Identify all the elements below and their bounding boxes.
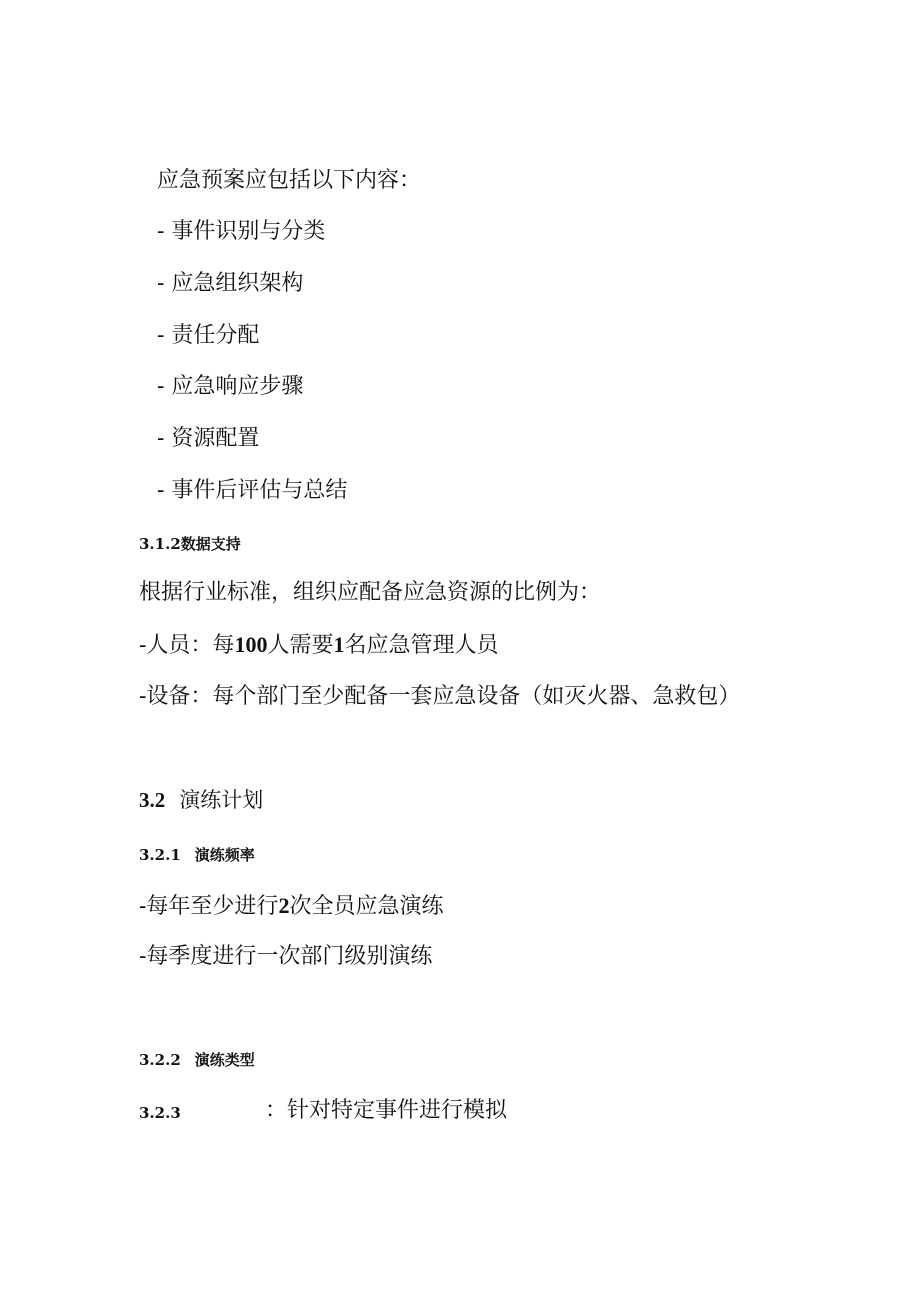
- list-item: - 事件识别与分类: [157, 219, 326, 244]
- section-heading-3-2-2: [139, 1053, 255, 1068]
- section-heading-3-2: [139, 790, 263, 811]
- staff-number-100: 100: [234, 632, 268, 657]
- list-item: - 资源配置: [157, 426, 260, 451]
- section-heading-3-1-2: 3.1.2数据支持: [139, 535, 241, 553]
- freq-text-b: 次全员应急演练: [289, 894, 444, 919]
- list-item: - 应急组织架构: [157, 271, 304, 296]
- section-number: 3.2.1: [139, 846, 181, 864]
- section-title: 演练频率: [194, 846, 255, 864]
- staff-line: [139, 634, 498, 657]
- frequency-line-2: -每季度进行一次部门级别演练: [139, 944, 433, 969]
- list-item: - 事件后评估与总结: [157, 478, 348, 503]
- section-number: 3.2.2: [139, 1051, 181, 1069]
- section-heading-3-2-1: [139, 848, 255, 863]
- staff-text-b: 人需要: [267, 633, 334, 658]
- section-number-3-2-3: 3.2.3: [139, 1104, 181, 1122]
- staff-text-a: -人员：每: [139, 633, 235, 658]
- frequency-line-1: [139, 895, 443, 918]
- freq-number: 2: [278, 893, 290, 918]
- paragraph-ratio: 根据行业标准，组织应配备应急资源的比例为：: [139, 580, 602, 605]
- intro-text: 应急预案应包括以下内容：: [157, 168, 422, 193]
- section-3-2-3-text: ：针对特定事件进行模拟: [265, 1098, 508, 1123]
- section-title: 演练类型: [194, 1051, 255, 1069]
- section-number: 3.2: [139, 788, 166, 812]
- staff-text-c: 名应急管理人员: [344, 633, 499, 658]
- list-item: - 责任分配: [157, 323, 260, 348]
- list-item: - 应急响应步骤: [157, 374, 304, 399]
- section-title: 演练计划: [179, 788, 264, 812]
- equipment-line: -设备：每个部门至少配备一套应急设备（如灭火器、急救包）: [139, 684, 741, 709]
- freq-text-a: -每年至少进行: [139, 894, 279, 919]
- staff-number-1: 1: [333, 632, 345, 657]
